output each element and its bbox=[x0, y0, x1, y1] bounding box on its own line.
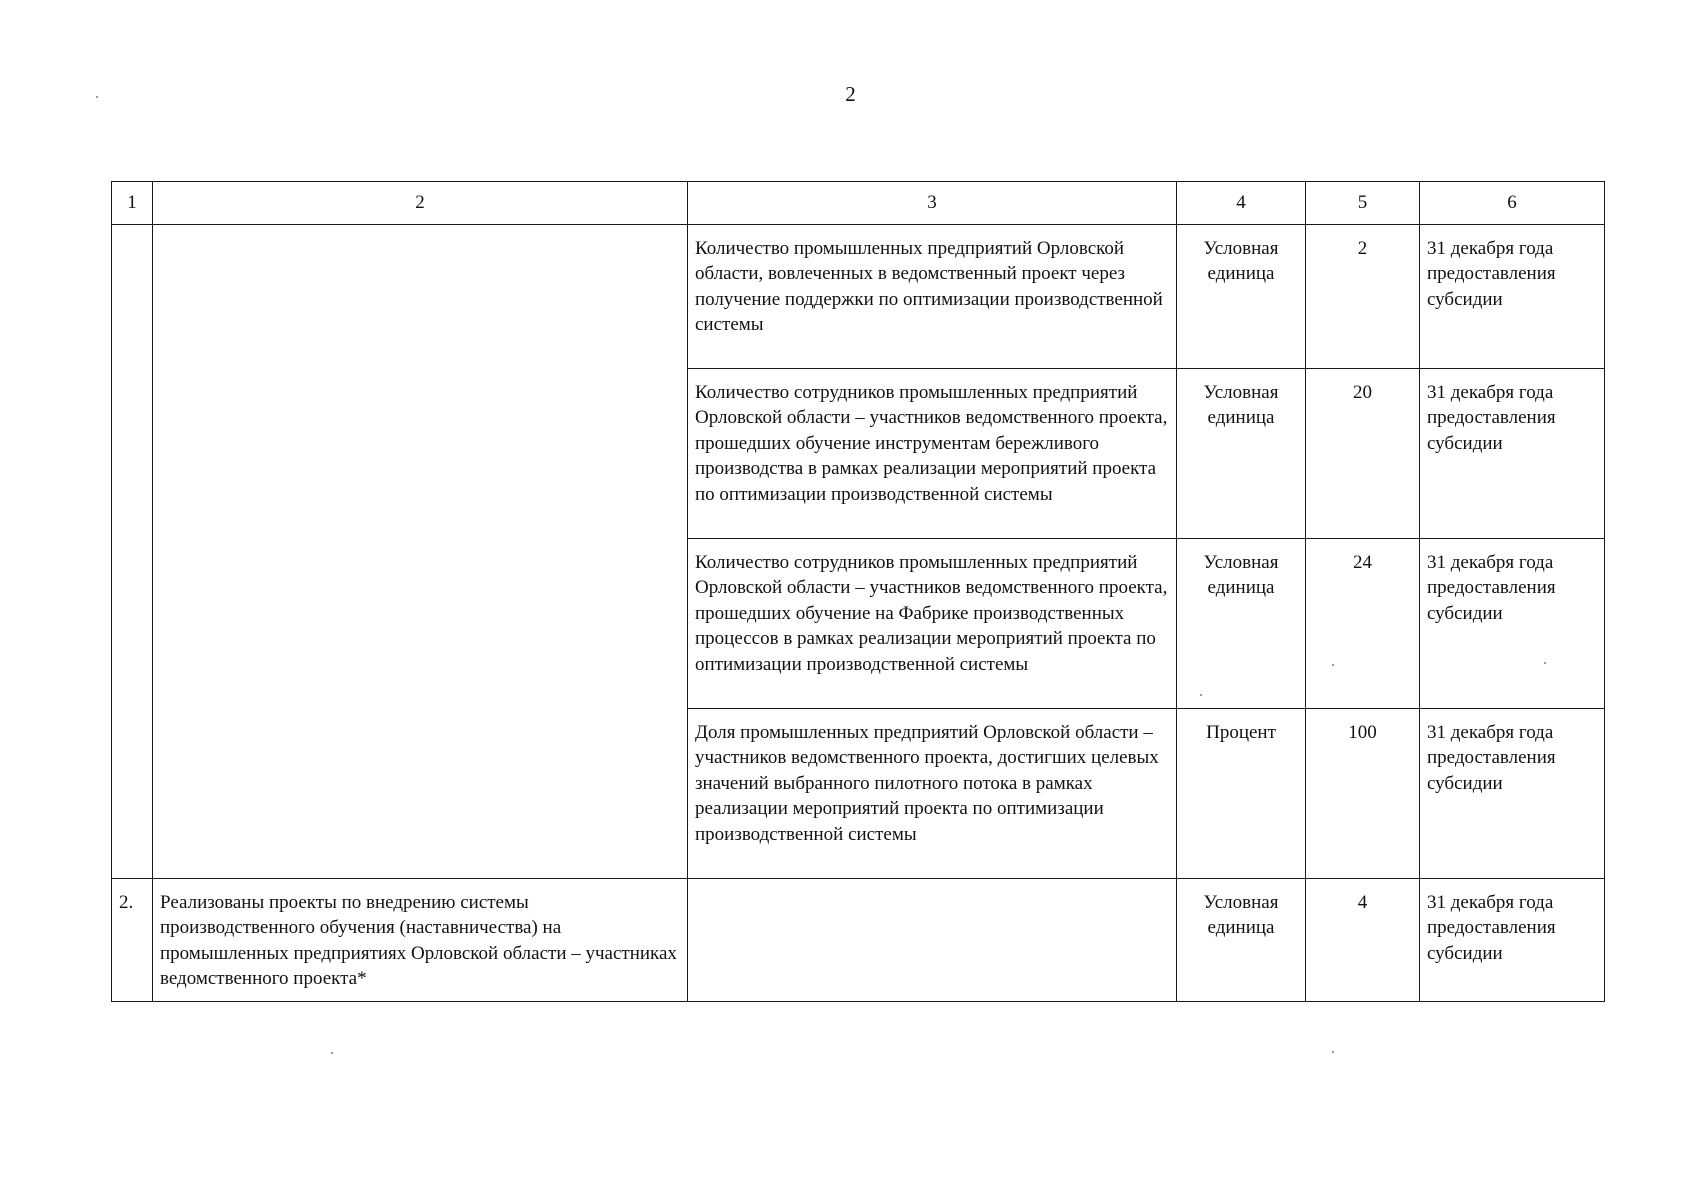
indicator-cell: Количество промышленных предприятий Орловской области, вовлеченных в ведомственный проект через получение поддержки по оптимизации производственной системы bbox=[688, 224, 1177, 368]
scan-speck bbox=[331, 1052, 333, 1054]
result-cell: Реализованы проекты по внедрению системы производственного обучения (наставничества) на промышленных предприятиях Орловской области – участниках ведомственного проекта* bbox=[153, 878, 688, 1001]
unit-cell: Условная единица bbox=[1177, 878, 1306, 1001]
value-cell: 4 bbox=[1306, 878, 1420, 1001]
indicator-cell bbox=[688, 878, 1177, 1001]
row-number-cell bbox=[112, 224, 153, 878]
scan-speck bbox=[96, 96, 98, 98]
header-col-2: 2 bbox=[153, 182, 688, 225]
value-cell: 100 bbox=[1306, 708, 1420, 878]
value-cell: 2 bbox=[1306, 224, 1420, 368]
header-col-5: 5 bbox=[1306, 182, 1420, 225]
value-cell: 20 bbox=[1306, 368, 1420, 538]
unit-cell: Процент bbox=[1177, 708, 1306, 878]
unit-cell: Условная единица bbox=[1177, 224, 1306, 368]
table-row bbox=[112, 878, 1605, 1001]
indicator-cell: Количество сотрудников промышленных предприятий Орловской области – участников ведомственного проекта, прошедших обучение инструментам бережливого производства в рамках реализации мероприятий проекта по оптимизации производственной системы bbox=[688, 368, 1177, 538]
indicator-cell: Доля промышленных предприятий Орловской области – участников ведомственного проекта, достигших целевых значений выбранного пилотного потока в рамках реализации мероприятий проекта по оптимизации производственной системы bbox=[688, 708, 1177, 878]
page-number: 2 bbox=[845, 82, 856, 106]
deadline-cell: 31 декабря года предоставления субсидии bbox=[1420, 224, 1605, 368]
deadline-cell: 31 декабря года предоставления субсидии bbox=[1420, 878, 1605, 1001]
header-col-6: 6 bbox=[1420, 182, 1605, 225]
table-row bbox=[112, 224, 1605, 368]
scan-speck bbox=[1332, 664, 1334, 666]
indicator-cell: Количество сотрудников промышленных предприятий Орловской области – участников ведомственного проекта, прошедших обучение на Фабрике производственных процессов в рамках реализации мероприятий проекта по оптимизации производственной системы bbox=[688, 538, 1177, 708]
value-cell: 24 bbox=[1306, 538, 1420, 708]
unit-cell: Условная единица bbox=[1177, 368, 1306, 538]
scan-speck bbox=[1332, 1051, 1334, 1053]
unit-cell: Условная единица bbox=[1177, 538, 1306, 708]
table-header-row bbox=[112, 182, 1605, 225]
header-col-3: 3 bbox=[688, 182, 1177, 225]
header-col-1: 1 bbox=[112, 182, 153, 225]
deadline-cell: 31 декабря года предоставления субсидии bbox=[1420, 708, 1605, 878]
row-number-cell: 2. bbox=[112, 878, 153, 1001]
scan-speck bbox=[1200, 694, 1202, 696]
results-table bbox=[111, 181, 1605, 1002]
deadline-cell: 31 декабря года предоставления субсидии bbox=[1420, 538, 1605, 708]
result-cell bbox=[153, 224, 688, 878]
deadline-cell: 31 декабря года предоставления субсидии bbox=[1420, 368, 1605, 538]
scan-speck bbox=[1544, 662, 1546, 664]
header-col-4: 4 bbox=[1177, 182, 1306, 225]
